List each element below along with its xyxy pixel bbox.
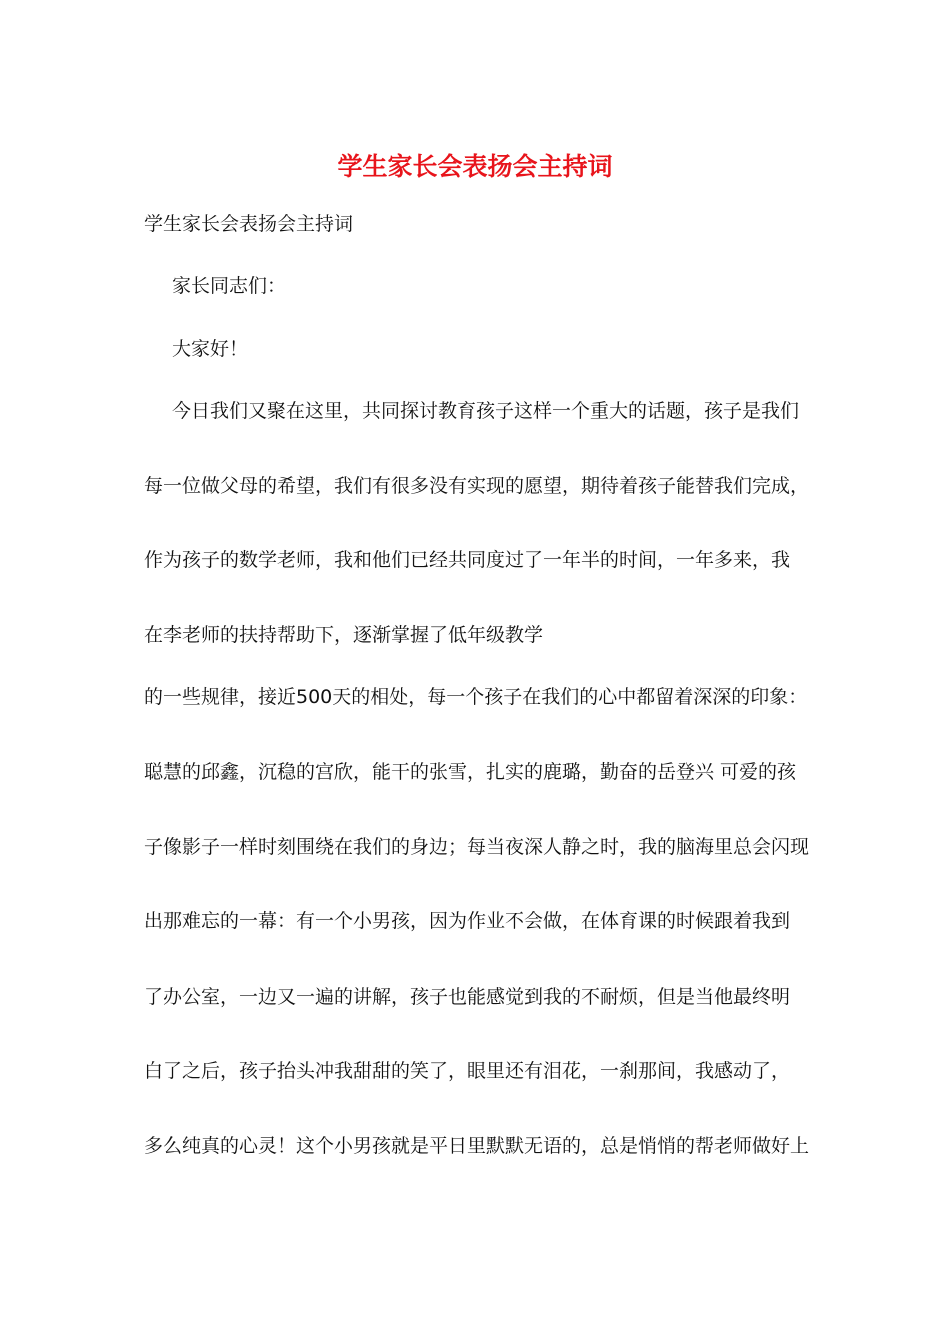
body-line: 在李老师的扶持帮助下，逐渐掌握了低年级教学 xyxy=(144,624,544,646)
salutation-line: 大家好！ xyxy=(172,338,249,360)
body-line: 的一些规律，接近500天的相处，每一个孩子在我们的心中都留着深深的印象： xyxy=(144,686,808,708)
body-line: 出那难忘的一幕：有一个小男孩，因为作业不会做，在体育课的时候跟着我到 xyxy=(144,910,791,932)
body-line: 作为孩子的数学老师，我和他们已经共同度过了一年半的时间，一年多来，我 xyxy=(144,549,791,571)
document-title: 学生家长会表扬会主持词 xyxy=(337,152,613,181)
document-subtitle: 学生家长会表扬会主持词 xyxy=(144,213,354,235)
body-line: 多么纯真的心灵！这个小男孩就是平日里默默无语的，总是悄悄的帮老师做好上 xyxy=(144,1135,810,1157)
body-line: 子像影子一样时刻围绕在我们的身边；每当夜深人静之时，我的脑海里总会闪现 xyxy=(144,836,810,858)
body-line: 每一位做父母的希望，我们有很多没有实现的愿望，期待着孩子能替我们完成， xyxy=(144,475,810,497)
body-line: 了办公室，一边又一遍的讲解，孩子也能感觉到我的不耐烦，但是当他最终明 xyxy=(144,986,791,1008)
greeting-line: 家长同志们： xyxy=(172,275,287,297)
body-line: 今日我们又聚在这里，共同探讨教育孩子这样一个重大的话题，孩子是我们 xyxy=(172,400,800,422)
body-line: 白了之后，孩子抬头冲我甜甜的笑了，眼里还有泪花，一刹那间，我感动了， xyxy=(144,1060,791,1082)
body-line: 聪慧的邱鑫，沉稳的宫欣，能干的张雪，扎实的鹿璐，勤奋的岳登兴 可爱的孩 xyxy=(144,761,797,783)
